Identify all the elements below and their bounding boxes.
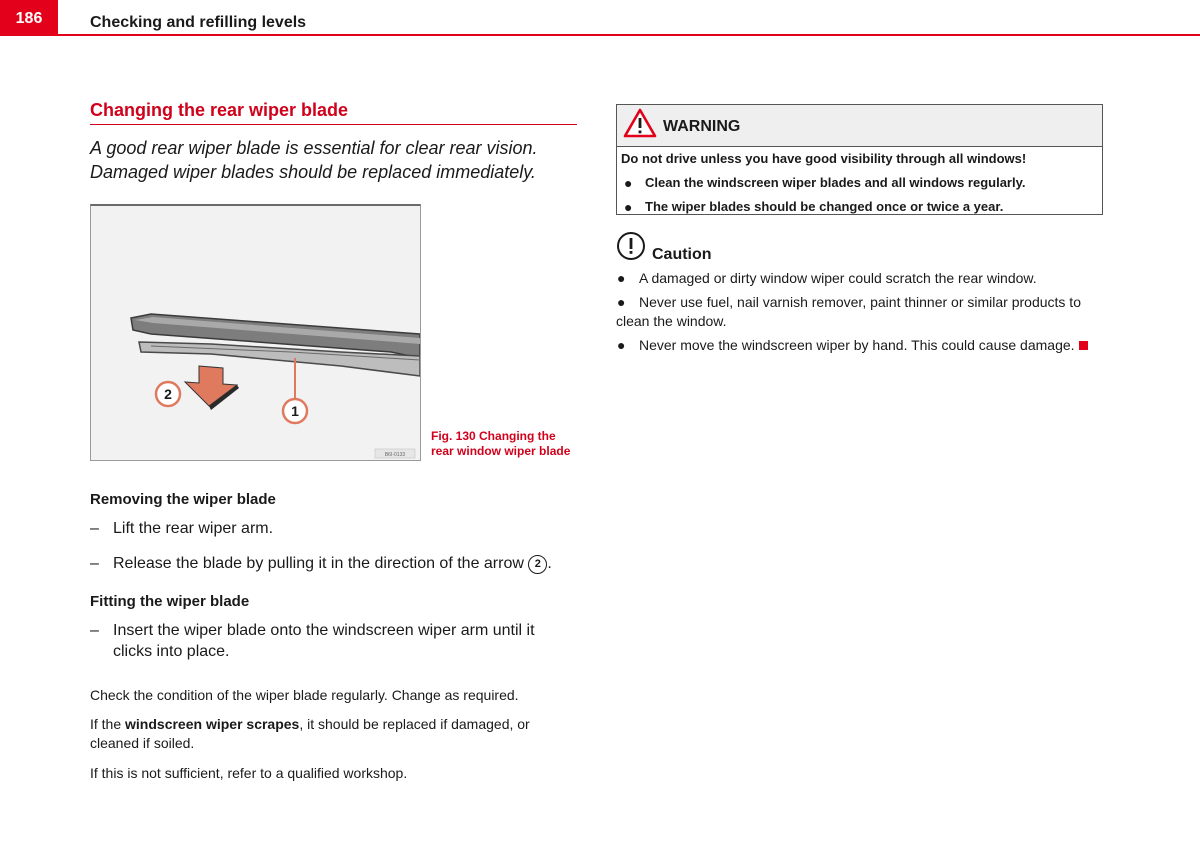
callout-reference-2: 2 (528, 555, 547, 574)
bullet-dot: ● (617, 270, 626, 286)
caution-item (616, 293, 1103, 331)
caution-item-3-text: Never move the windscreen wiper by hand. This could cause damage. (639, 337, 1075, 353)
removing-step-1-text: Lift the rear wiper arm. (113, 520, 274, 537)
dash-marker: – (90, 520, 99, 537)
caution-item (616, 269, 1103, 288)
warning-title: WARNING (663, 117, 741, 135)
header-rule (58, 34, 1200, 36)
removing-step-2-end: . (547, 555, 552, 572)
note-2-bold: windscreen wiper scrapes (125, 716, 300, 732)
chapter-title: Checking and refilling levels (90, 14, 307, 31)
note-paragraph-1: Check the condition of the wiper blade regularly. Change as required. (90, 687, 519, 703)
warning-triangle-icon (623, 108, 657, 143)
warning-bullet-1-text: Clean the windscreen wiper blades and all windows regularly. (645, 175, 1026, 190)
figure-caption (431, 429, 581, 459)
bullet-dot: ● (624, 199, 633, 215)
note-paragraph-2 (90, 715, 580, 753)
fitting-heading: Fitting the wiper blade (90, 593, 250, 610)
dash-marker: – (90, 555, 99, 572)
bullet-dot: ● (617, 294, 626, 310)
caption-line-1: Fig. 130 Changing the (431, 429, 556, 443)
warning-header (617, 105, 1102, 147)
callout-2-label: 2 (164, 386, 172, 402)
caution-header (616, 234, 1103, 266)
intro-line-2: Damaged wiper blades should be replaced immediately. (90, 162, 536, 182)
fitting-step-1 (90, 620, 580, 662)
removing-step-2-text: Release the blade by pulling it in the direction of the arrow (113, 555, 529, 572)
warning-box (616, 104, 1103, 215)
bullet-dot: ● (624, 175, 633, 191)
warning-line: Do not drive unless you have good visibility through all windows! (621, 151, 1027, 166)
figure-wiper-blade (90, 204, 421, 461)
caution-item-2-text: Never use fuel, nail varnish remover, paint thinner or similar products to clean the window. (616, 294, 1081, 329)
fitting-step-1-line-1: Insert the wiper blade onto the windscreen wiper arm until it (113, 622, 535, 639)
callout-1-label: 1 (291, 403, 299, 419)
warning-bullet-2-text: The wiper blades should be changed once or twice a year. (645, 199, 1004, 214)
note-2-post: , it should be replaced if damaged, or cleaned if soiled. (90, 716, 530, 751)
section-rule (90, 124, 577, 125)
section-intro (90, 136, 580, 184)
caption-line-2: rear window wiper blade (431, 444, 571, 458)
image-code: B6I-0133 (384, 452, 406, 458)
exclamation-circle-icon (616, 231, 646, 266)
wiper-blade-illustration (91, 206, 420, 461)
note-2-pre: If the (90, 716, 126, 732)
caution-item-1-text: A damaged or dirty window wiper could scratch the rear window. (639, 270, 1037, 286)
caution-title: Caution (652, 246, 712, 263)
end-of-section-marker-icon (1079, 341, 1088, 350)
note-paragraph-3: If this is not sufficient, refer to a qualified workshop. (90, 765, 408, 781)
warning-bullet (621, 175, 1098, 191)
page-number: 186 (0, 0, 58, 36)
caution-block (616, 234, 1103, 355)
bullet-dot: ● (617, 337, 626, 353)
section-title: Changing the rear wiper blade (90, 100, 349, 120)
warning-body (617, 147, 1102, 215)
removing-step-2 (90, 553, 580, 574)
warning-bullet (621, 199, 1098, 215)
fitting-step-1-line-2: clicks into place. (113, 643, 230, 660)
dash-marker: – (90, 622, 99, 639)
caution-item (616, 336, 1103, 355)
intro-line-1: A good rear wiper blade is essential for clear rear vision. (90, 138, 538, 158)
removing-step-1 (90, 518, 580, 539)
removing-heading: Removing the wiper blade (90, 491, 276, 508)
